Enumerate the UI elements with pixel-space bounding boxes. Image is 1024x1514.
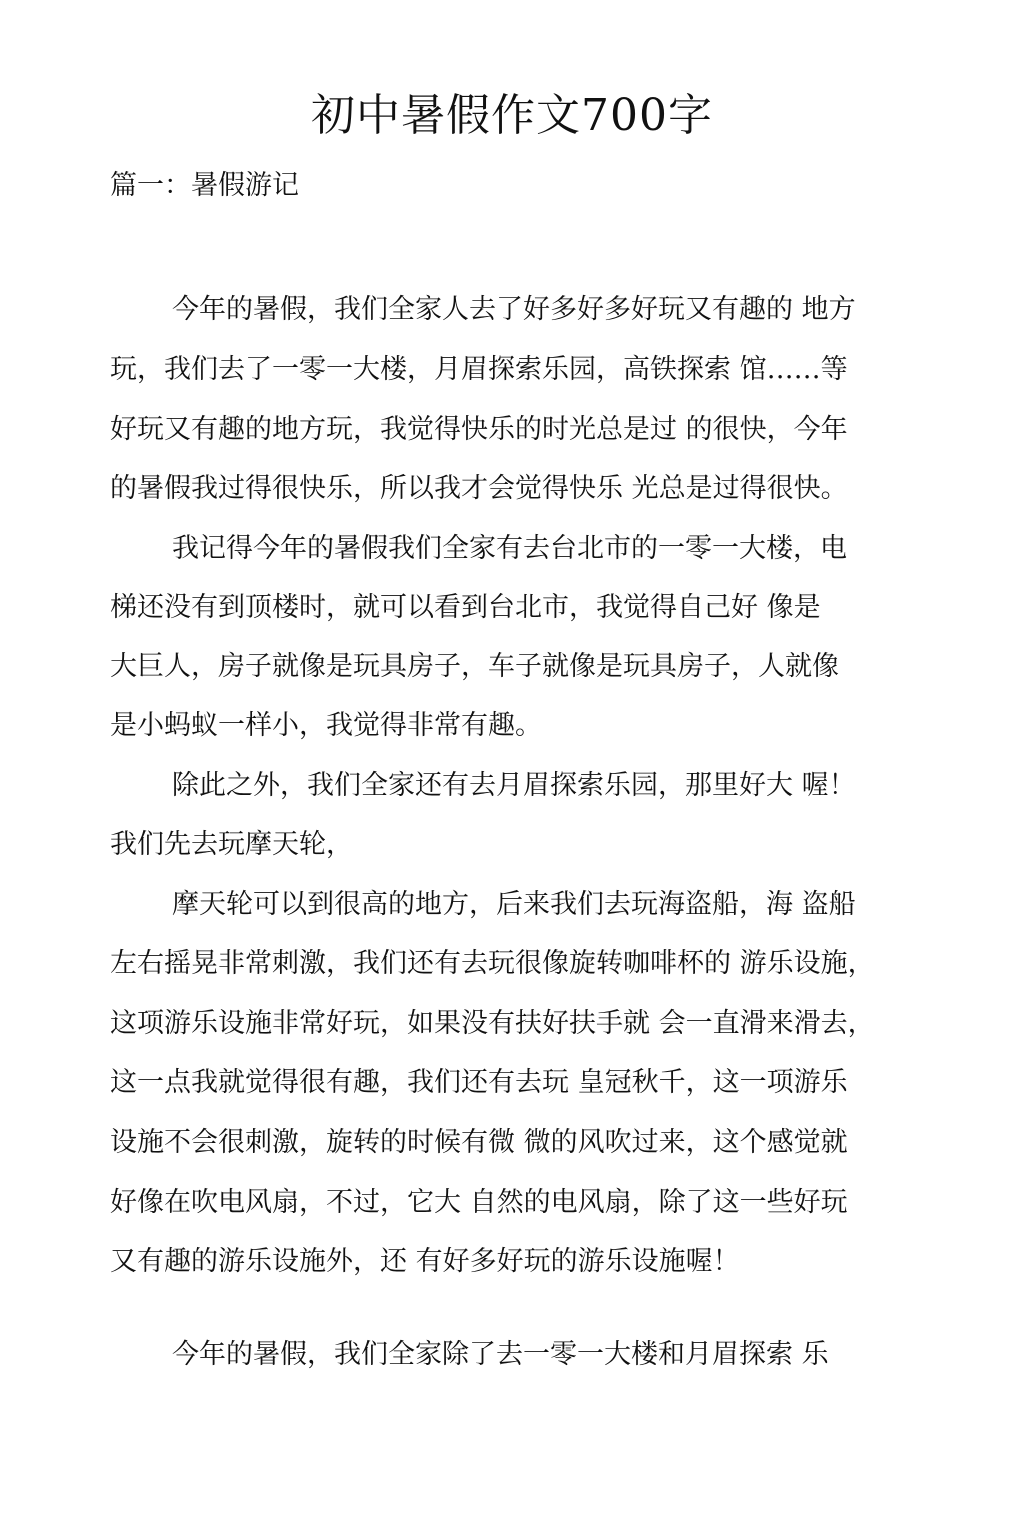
paragraph-line: 又有趣的游乐设施外，还 有好多好玩的游乐设施喔！ (110, 1246, 740, 1277)
paragraph-line: 我记得今年的暑假我们全家有去台北市的一零一大楼，电 (172, 533, 847, 564)
paragraph-line: 左右摇晃非常刺激，我们还有去玩很像旋转咖啡杯的 游乐设施， (110, 948, 875, 979)
paragraph-line: 好玩又有趣的地方玩，我觉得快乐的时光总是过 的很快，今年 (110, 414, 848, 445)
paragraph-line: 梯还没有到顶楼时，就可以看到台北市，我觉得自己好 像是 (110, 592, 821, 623)
paragraph-line: 除此之外，我们全家还有去月眉探索乐园，那里好大 喔！ (172, 770, 856, 801)
paragraph-line: 这项游乐设施非常好玩，如果没有扶好扶手就 会一直滑来滑去， (110, 1008, 875, 1039)
paragraph-line: 大巨人，房子就像是玩具房子，车子就像是玩具房子，人就像 (110, 651, 839, 682)
section-heading: 篇一：暑假游记 (110, 170, 299, 201)
paragraph-line: 好像在吹电风扇，不过，它大 自然的电风扇，除了这一些好玩 (110, 1187, 848, 1218)
paragraph-line: 摩天轮可以到很高的地方，后来我们去玩海盗船，海 盗船 (172, 889, 856, 920)
document-title: 初中暑假作文700字 (311, 90, 713, 141)
paragraph-line: 这一点我就觉得很有趣，我们还有去玩 皇冠秋千，这一项游乐 (110, 1067, 848, 1098)
paragraph-line: 今年的暑假，我们全家除了去一零一大楼和月眉探索 乐 (172, 1339, 829, 1370)
paragraph-line: 玩，我们去了一零一大楼，月眉探索乐园，高铁探索 馆……等 (110, 354, 848, 385)
paragraph-line: 今年的暑假，我们全家人去了好多好多好玩又有趣的 地方 (172, 294, 856, 325)
paragraph-line: 是小蚂蚁一样小，我觉得非常有趣。 (110, 710, 542, 741)
paragraph-line: 设施不会很刺激，旋转的时候有微 微的风吹过来，这个感觉就 (110, 1127, 848, 1158)
paragraph-line: 的暑假我过得很快乐，所以我才会觉得快乐 光总是过得很快。 (110, 473, 848, 504)
paragraph-line: 我们先去玩摩天轮， (110, 829, 353, 860)
